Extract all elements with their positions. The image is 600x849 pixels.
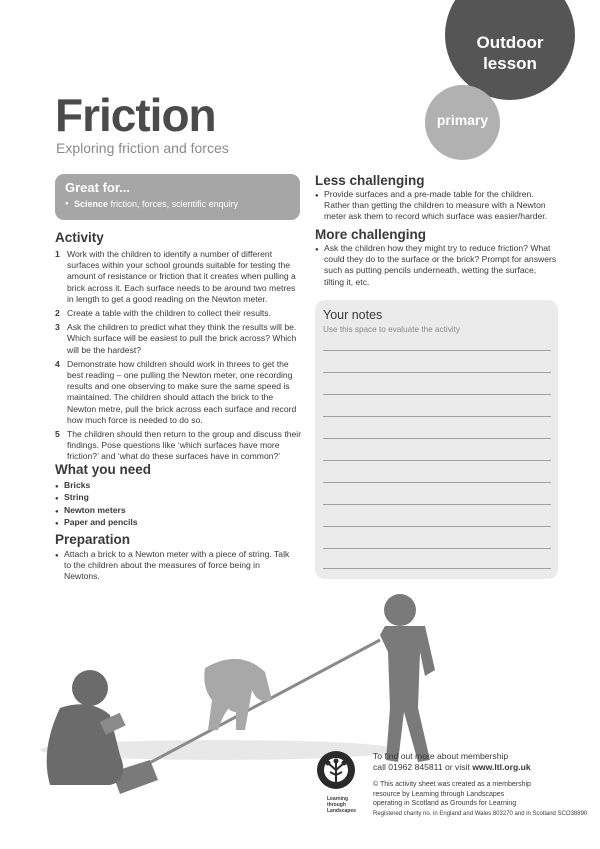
activity-steps — [55, 249, 303, 466]
notes-line[interactable] — [323, 416, 551, 417]
learning-through-landscapes-logo — [311, 748, 361, 792]
list-item: ● Bricks — [64, 479, 295, 491]
notes-line[interactable] — [323, 372, 551, 373]
list-item: ● String — [64, 491, 295, 503]
notes-line[interactable] — [323, 504, 551, 505]
notes-line[interactable] — [323, 568, 551, 569]
primary-label: primary — [436, 112, 489, 128]
less-challenging-text: ● Provide surfaces and a pre-made table for the children. Rather than getting the children to measure with a Newton meter ask them to record which surface was easier/harder. — [315, 189, 558, 223]
great-for-line — [74, 199, 290, 209]
preparation-text: ● Attach a brick to a Newton meter with a piece of string. Talk to the children about the measures of force being in Newtons. — [55, 549, 295, 583]
what-you-need-heading: What you need — [55, 462, 152, 477]
great-for-heading: Great for... — [65, 180, 131, 195]
preparation-heading: Preparation — [55, 532, 131, 547]
logo-text: Learning through Landscapes — [327, 796, 356, 814]
great-for-topics: friction, forces, scientific enquiry — [110, 199, 239, 209]
notes-box — [315, 300, 558, 579]
children-friction-illustration — [40, 590, 460, 810]
activity-heading: Activity — [55, 230, 104, 245]
more-challenging-heading: More challenging — [315, 227, 427, 242]
activity-step: 4 Demonstrate how children should work in threes to get the best reading – one pulling the Newton meter, one recording results and one observing to make sure the same speed is maintained. The children should attach the brick to the Newton metre, pull the brick across each surface and record how much force is needed to do so. — [55, 358, 297, 425]
more-challenging-text: ● Ask the children how they might try to reduce friction? What could they do to the surface or the brick? Prompt for answers such as putting pencils underneath, wetting the surface, tilting it, etc. — [315, 243, 558, 288]
list-item: ● Newton meters — [64, 504, 295, 516]
great-for-box — [55, 174, 300, 220]
page-subtitle: Exploring friction and forces — [56, 140, 229, 156]
activity-step: 1 Work with the children to identify a number of different surfaces within your school grounds suitable for testing the amount of resistance or friction that it creates when pulling a brick across it. Each surface needs to be around two metres in length to get a good reading on the Newton meter. — [55, 249, 296, 304]
notes-line[interactable] — [323, 438, 551, 439]
notes-line[interactable] — [323, 460, 551, 461]
notes-line[interactable] — [323, 548, 551, 549]
notes-line[interactable] — [323, 350, 551, 351]
notes-subheading: Use this space to evaluate the activity — [323, 325, 460, 334]
notes-line[interactable] — [323, 482, 551, 483]
bending-child-figure — [204, 659, 272, 730]
great-for-subject: Science — [74, 199, 109, 209]
list-item: ● Paper and pencils — [64, 516, 295, 528]
activity-step: 5 The children should then return to the group and discuss their findings. Pose questions like ‘which surfaces have more friction?’ and ‘what do these surfaces have in common?’ — [55, 429, 302, 462]
notes-line[interactable] — [323, 394, 551, 395]
charity-registration: Registered charity no. in England and Wales 803270 and in Scotland SCO38890 — [373, 811, 588, 817]
membership-info: To find out more about membership call 01962 845811 or visit www.ltl.org.uk — [373, 751, 531, 772]
outdoor-lesson-label: Outdoor lesson — [476, 33, 544, 73]
what-you-need-list — [55, 479, 295, 529]
activity-step: 2 Create a table with the children to collect their results. — [55, 308, 271, 319]
kneeling-child-figure — [47, 670, 126, 785]
standing-child-figure — [376, 594, 435, 762]
copyright-notice: © This activity sheet was created as a membership resource by Learning through Landscapes operating in Scotland as Grounds for Learning — [373, 781, 531, 807]
less-challenging-heading: Less challenging — [315, 173, 425, 188]
activity-step: 3 Ask the children to predict what they think the results will be. Which surface will be easiest to pull the brick across? Which will be the hardest? — [55, 322, 297, 355]
website-link[interactable]: www.ltl.org.uk — [472, 762, 531, 772]
notes-line[interactable] — [323, 526, 551, 527]
notes-heading: Your notes — [323, 308, 383, 322]
page-title: Friction — [55, 89, 216, 141]
